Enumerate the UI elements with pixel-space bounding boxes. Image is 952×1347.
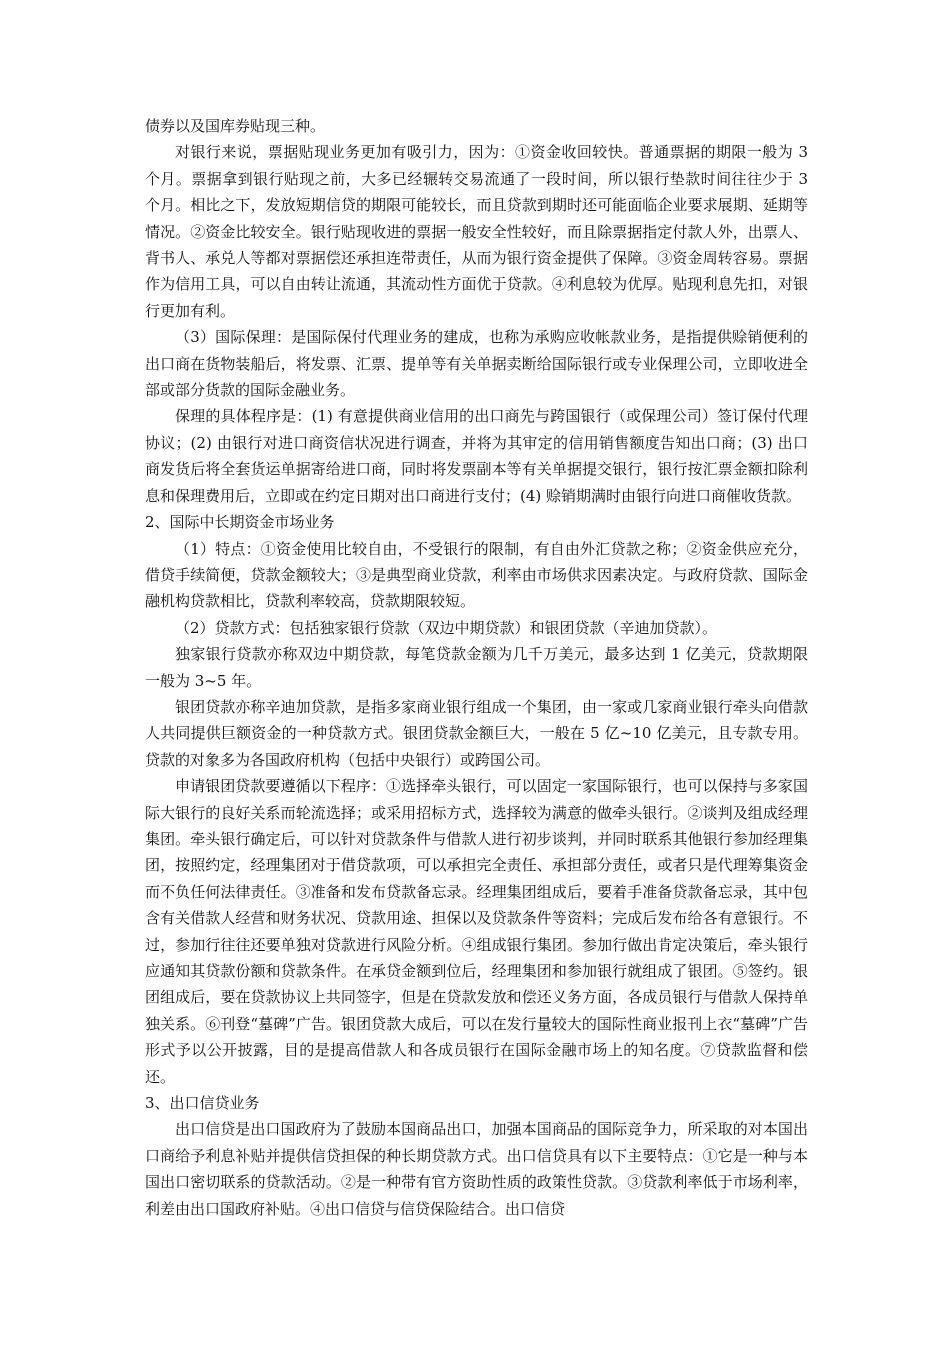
section-heading-medium-long-term: 2、国际中长期资金市场业务 bbox=[145, 513, 335, 532]
paragraph-continuation: 债券以及国库券贴现三种。 bbox=[145, 117, 326, 135]
paragraph-international-factoring: （3）国际保理：是国际保付代理业务的建成，也称为承购应收帐款业务，是指提供赊销便利的出口商在货物装船后，将发票、汇票、提单等有关单据卖断给国际银行或专业保理公司，立即收进全部或部分货款的国际金融业务。 bbox=[145, 328, 808, 400]
paragraph-syndicate-procedure: 申请银团贷款要遵循以下程序：①选择牵头银行，可以固定一家国际银行，也可以保持与多家国际大银行的良好关系而轮流选择；或采用招标方式，选择较为满意的做牵头银行。②谈判及组成经理集团。牵头银行确定后，可以针对贷款条件与借款人进行初步谈判，并同时联系其他银行参加经理集团，按照约定，经理集团对于借贷款项，可以承担完全责任、承担部分责任，或者只是代理筹集资金而不负任何法律责任。③准备和发布贷款备忘录。经理集团组成后，要着手准备贷款备忘录，其中包含有关借款人经营和财务状况、贷款用途、担保以及贷款条件等资料；完成后发布给各有意银行。不过，参加行往往还要单独对贷款进行风险分析。④组成银行集团。参加行做出肯定决策后，牵头银行应通知其贷款份额和贷款条件。在承贷金额到位后，经理集团和参加银行就组成了银团。⑤签约。银团组成后，要在贷款协议上共同签字，但是在贷款发放和偿还义务方面，各成员银行与借款人保持单独关系。⑥刊登“墓碑”广告。银团贷款大成后，可以在发行量较大的国际性商业报刊上衣“墓碑”广告形式予以公开披露，目的是提高借款人和各成员银行在国际金融市场上的知名度。⑦贷款监督和偿还。 bbox=[145, 777, 808, 1086]
paragraph-factoring-procedure: 保理的具体程序是：(1) 有意提供商业信用的出口商先与跨国银行（或保理公司）签订保付代理协议；(2) 由银行对进口商资信状况进行调查，并将为其审定的信用销售额度告知出口商；(3) 出口商发货后将全套货运单据寄给进口商，同时将发票副本等有关单据提交银行，银行按汇票金额扣除利息和保理费用后，立即或在约定日期对出口商进行支付；(4) 赊销期满时由银行向进口商催收货款。 bbox=[145, 407, 808, 505]
paragraph-syndicated-loan: 银团贷款亦称辛迪加贷款，是指多家商业银行组成一个集团，由一家或几家商业银行牵头向借款人共同提供巨额资金的一种贷款方式。银团贷款金额巨大，一般在 5 亿~10 亿美元，且专款专用。贷款的对象多为各国政府机构（包括中央银行）或跨国公司。 bbox=[145, 697, 808, 769]
paragraph-export-credit: 出口信贷是出口国政府为了鼓励本国商品出口，加强本国商品的国际竞争力，所采取的对本国出口商给予利息补贴并提供信贷担保的种长期贷款方式。出口信贷具有以下主要特点：①它是一种与本国出口密切联系的贷款活动。②是一种带有官方资助性质的政策性贷款。③贷款利率低于市场利率，利差由出口国政府补贴。④出口信贷与信贷保险结合。出口信贷 bbox=[145, 1120, 808, 1218]
section-heading-export-credit: 3、出口信贷业务 bbox=[145, 1094, 260, 1113]
paragraph-bilateral-loan: 独家银行贷款亦称双边中期贷款，每笔贷款金额为几千万美元，最多达到 1 亿美元，贷款期限一般为 3~5 年。 bbox=[145, 645, 808, 690]
document-page bbox=[145, 113, 808, 1222]
paragraph-loan-methods: （2）贷款方式：包括独家银行贷款（双边中期贷款）和银团贷款（辛迪加贷款）。 bbox=[175, 618, 718, 637]
paragraph-discount-advantages: 对银行来说，票据贴现业务更加有吸引力，因为：①资金收回较快。普通票据的期限一般为 3 个月。票据拿到银行贴现之前，大多已经辗转交易流通了一段时间，所以银行垫款时间往往少于 3 个月。相比之下，发放短期信贷的期限可能较长，而且贷款到期时还可能面临企业要求展期、延期等情况。②资金比较安全。银行贴现收进的票据一般安全性较好，而且除票据指定付款人外，出票人、背书人、承兑人等都对票据偿还承担连带责任，从而为银行资金提供了保障。③资金周转容易。票据作为信用工具，可以自由转让流通，其流动性方面优于贷款。④利息较为优厚。贴现利息先扣，对银行更加有利。 bbox=[145, 143, 808, 320]
paragraph-characteristics: （1）特点：①资金使用比较自由，不受银行的限制，有自由外汇贷款之称；②资金供应充分，借贷手续简便，贷款金额较大；③是典型商业贷款，利率由市场供求因素决定。与政府贷款、国际金融机构贷款相比，贷款利率较高，贷款期限较短。 bbox=[145, 539, 808, 611]
